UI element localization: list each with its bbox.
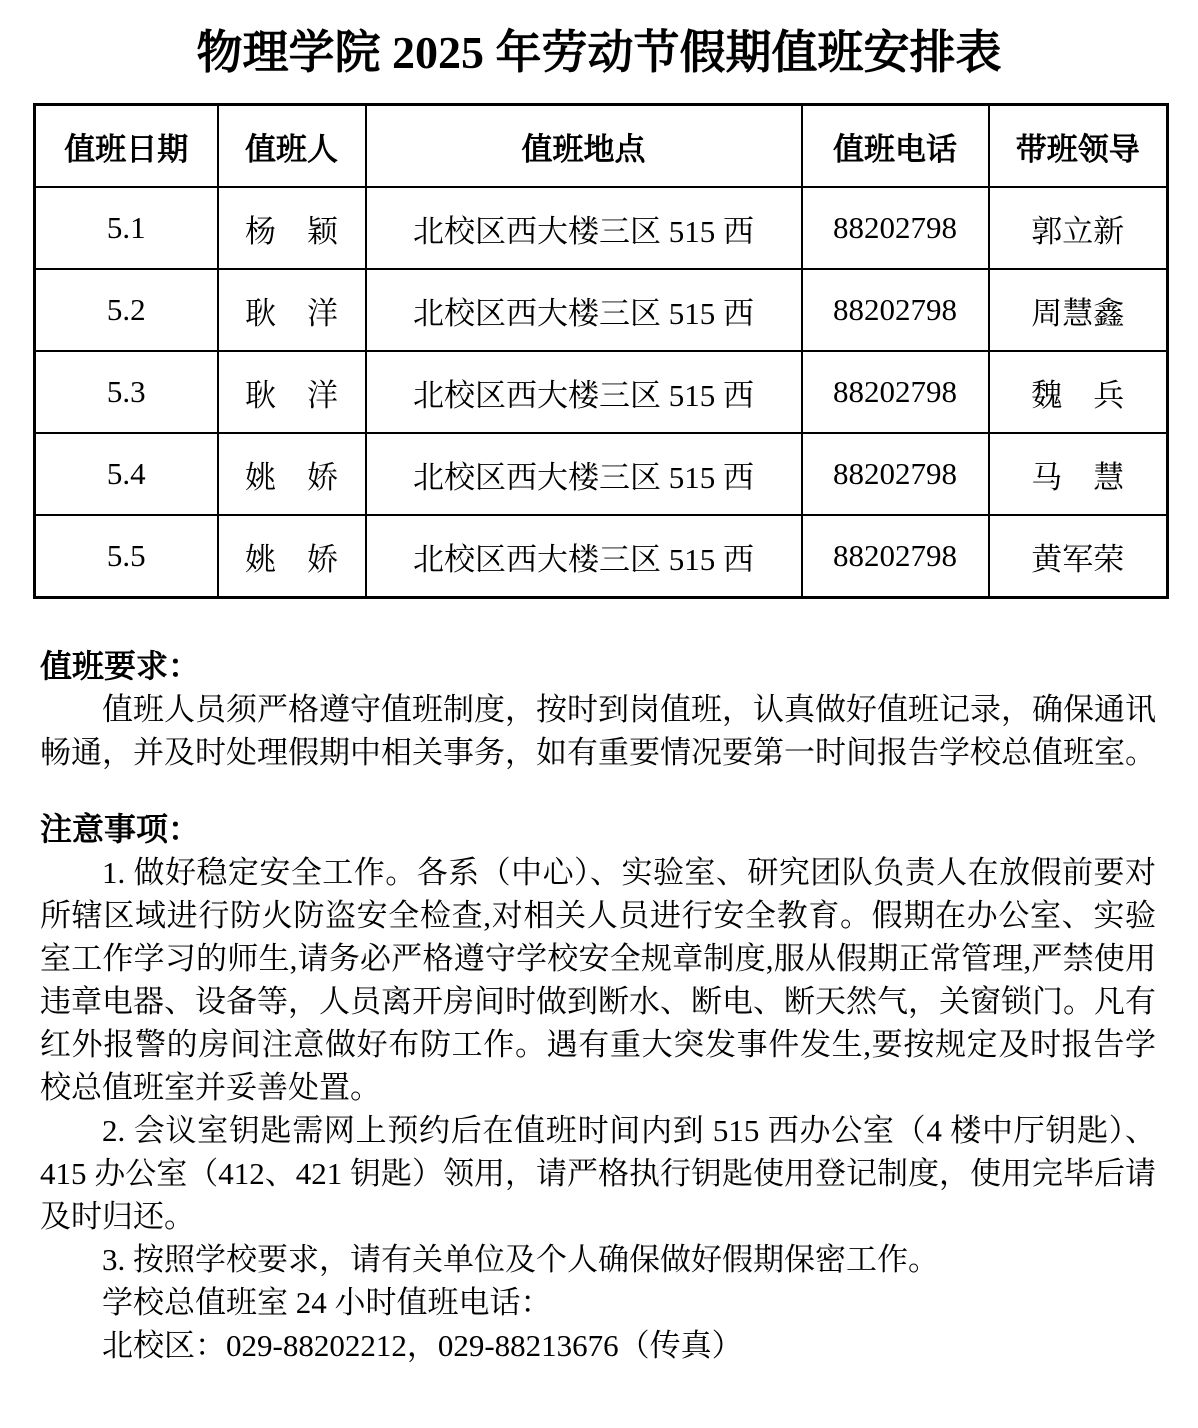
table-header-row — [35, 105, 1168, 188]
header-duty-location: 值班地点 — [366, 105, 802, 188]
cell-leader: 周慧鑫 — [989, 269, 1168, 351]
table-row — [35, 269, 1168, 351]
cell-person: 姚 娇 — [218, 515, 366, 598]
header-duty-date: 值班日期 — [35, 105, 218, 188]
duty-requirements-paragraph: 值班人员须严格遵守值班制度，按时到岗值班，认真做好值班记录，确保通讯畅通，并及时处理假期中相关事务，如有重要情况要第一时间报告学校总值班室。 — [40, 692, 1156, 770]
cell-leader: 马 慧 — [989, 433, 1168, 515]
table-row — [35, 187, 1168, 269]
cell-leader: 魏 兵 — [989, 351, 1168, 433]
cell-person: 杨 颖 — [218, 187, 366, 269]
cell-date: 5.2 — [35, 269, 218, 351]
duty-schedule-table — [33, 103, 1169, 599]
cell-date: 5.1 — [35, 187, 218, 269]
header-duty-phone: 值班电话 — [802, 105, 989, 188]
table-row — [35, 433, 1168, 515]
hotline-label-line: 学校总值班室 24 小时值班电话： — [102, 1285, 552, 1320]
cell-location: 北校区西大楼三区 515 西 — [366, 269, 802, 351]
cell-location: 北校区西大楼三区 515 西 — [366, 433, 802, 515]
cell-phone: 88202798 — [802, 433, 989, 515]
cell-date: 5.3 — [35, 351, 218, 433]
cell-person: 姚 娇 — [218, 433, 366, 515]
header-duty-person: 值班人 — [218, 105, 366, 188]
cell-phone: 88202798 — [802, 269, 989, 351]
cell-date: 5.4 — [35, 433, 218, 515]
notes-heading: 注意事项： — [40, 811, 201, 847]
table-row — [35, 351, 1168, 433]
cell-date: 5.5 — [35, 515, 218, 598]
note-item-2: 2. 会议室钥匙需网上预约后在值班时间内到 515 西办公室（4 楼中厅钥匙）、415 办公室（412、421 钥匙）领用，请严格执行钥匙使用登记制度，使用完毕后请及时归还。 — [40, 1113, 1156, 1234]
cell-phone: 88202798 — [802, 187, 989, 269]
note-item-3: 3. 按照学校要求，请有关单位及个人确保做好假期保密工作。 — [102, 1242, 939, 1277]
cell-phone: 88202798 — [802, 515, 989, 598]
cell-leader: 郭立新 — [989, 187, 1168, 269]
cell-person: 耿 洋 — [218, 269, 366, 351]
note-item-1: 1. 做好稳定安全工作。各系（中心）、实验室、研究团队负责人在放假前要对所辖区域进行防火防盗安全检查,对相关人员进行安全教育。假期在办公室、实验室工作学习的师生,请务必严格遵守学校安全规章制度,服从假期正常管理,严禁使用违章电器、设备等，人员离开房间时做到断水、断电、断天然气，关窗锁门。凡有红外报警的房间注意做好布防工作。遇有重大突发事件发生,要按规定及时报告学校总值班室并妥善处置。 — [40, 855, 1156, 1105]
cell-person: 耿 洋 — [218, 351, 366, 433]
page-title: 物理学院 2025 年劳动节假期值班安排表 — [196, 27, 1002, 78]
header-duty-leader: 带班领导 — [989, 105, 1168, 188]
cell-phone: 88202798 — [802, 351, 989, 433]
cell-location: 北校区西大楼三区 515 西 — [366, 187, 802, 269]
cell-location: 北校区西大楼三区 515 西 — [366, 351, 802, 433]
hotline-numbers-line: 北校区：029-88202212，029-88213676（传真） — [102, 1328, 743, 1363]
cell-leader: 黄军荣 — [989, 515, 1168, 598]
table-row — [35, 515, 1168, 598]
text-sections — [40, 645, 1156, 1367]
cell-location: 北校区西大楼三区 515 西 — [366, 515, 802, 598]
duty-requirements-heading: 值班要求： — [40, 648, 201, 684]
